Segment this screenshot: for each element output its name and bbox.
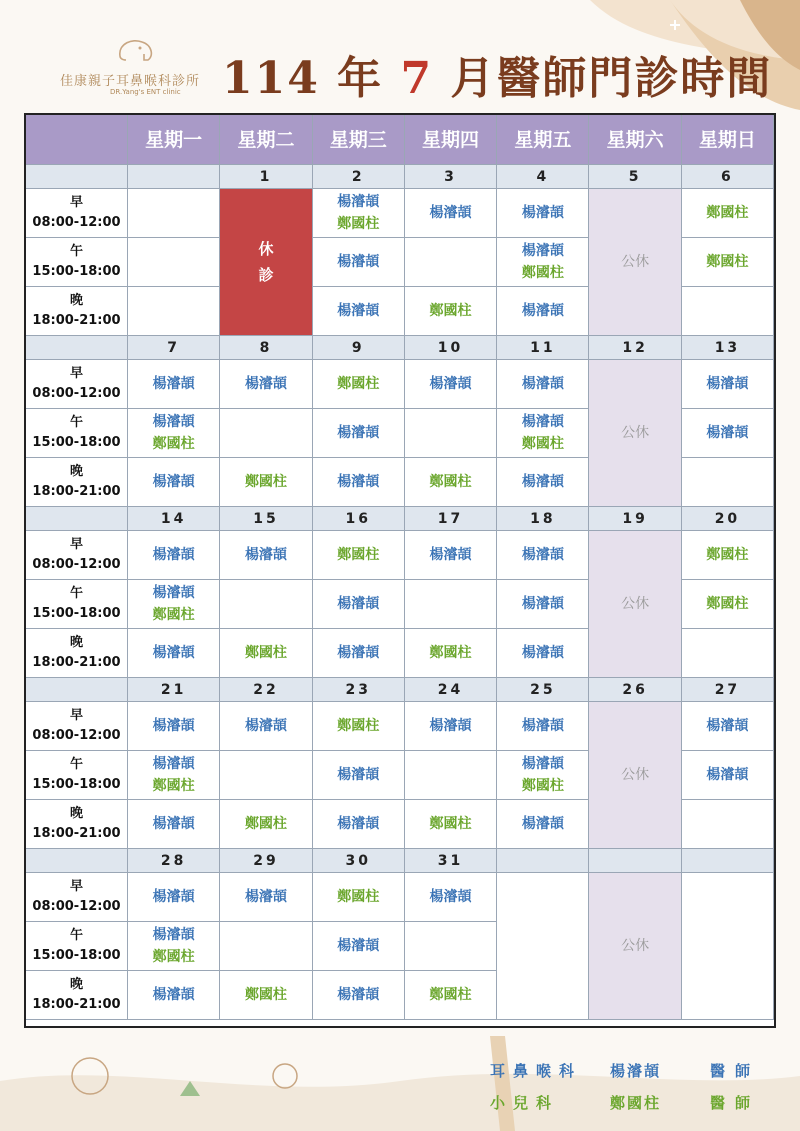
slot-time: 15:00-18:00 bbox=[32, 777, 121, 792]
doctor-cell bbox=[128, 751, 220, 800]
doctor-cell bbox=[497, 702, 589, 751]
slot-name: 晚 bbox=[69, 635, 83, 650]
doctor-name: 楊濬頡 bbox=[521, 243, 564, 259]
doctor-name: 楊濬頡 bbox=[152, 547, 195, 563]
doctor-cell bbox=[497, 458, 589, 507]
time-slot-label bbox=[26, 922, 128, 971]
doctor-cell bbox=[128, 873, 220, 922]
doctor-name: 楊濬頡 bbox=[337, 303, 380, 319]
doctor-name: 楊濬頡 bbox=[337, 596, 380, 612]
doctor-name: 楊濬頡 bbox=[152, 414, 195, 430]
doctor-name: 楊濬頡 bbox=[429, 547, 472, 563]
doctor-name: 楊濬頡 bbox=[337, 987, 380, 1003]
doctor-name: 楊濬頡 bbox=[521, 474, 564, 490]
doctor-cell bbox=[128, 409, 220, 458]
doctor-cell bbox=[313, 409, 405, 458]
doctor-name: 鄭國柱 bbox=[152, 607, 195, 623]
doctor-cell bbox=[497, 800, 589, 849]
doctor-name: 楊濬頡 bbox=[152, 585, 195, 601]
date-cell: 1 bbox=[220, 165, 312, 189]
doctor-name: 楊濬頡 bbox=[521, 376, 564, 392]
slot-time: 15:00-18:00 bbox=[32, 606, 121, 621]
doctor-name: 楊濬頡 bbox=[337, 816, 380, 832]
doctor-name: 鄭國柱 bbox=[429, 474, 472, 490]
doctor-name: 楊濬頡 bbox=[244, 376, 287, 392]
doctor-name: 鄭國柱 bbox=[244, 474, 287, 490]
holiday-cell: 公休 bbox=[589, 702, 681, 849]
doctor-name: 楊濬頡 bbox=[152, 376, 195, 392]
date-cell: 25 bbox=[497, 678, 589, 702]
date-cell: 28 bbox=[128, 849, 220, 873]
date-cell: 22 bbox=[220, 678, 312, 702]
weekday-header: 星期一 bbox=[128, 115, 220, 165]
closed-char: 診 bbox=[258, 266, 274, 284]
time-slot-label bbox=[26, 238, 128, 287]
doctor-cell bbox=[313, 629, 405, 678]
date-cell: 10 bbox=[405, 336, 497, 360]
doctor-cell bbox=[497, 360, 589, 409]
holiday-cell: 公休 bbox=[589, 360, 681, 507]
slot-time: 08:00-12:00 bbox=[32, 215, 121, 230]
doctor-cell bbox=[313, 287, 405, 336]
doctor-cell bbox=[405, 702, 497, 751]
slot-time: 18:00-21:00 bbox=[32, 997, 121, 1012]
doctor-cell bbox=[497, 287, 589, 336]
date-cell: 27 bbox=[682, 678, 774, 702]
date-cell: 16 bbox=[313, 507, 405, 531]
doctor-name: 楊濬頡 bbox=[429, 889, 472, 905]
doctor-name: 楊濬頡 bbox=[337, 474, 380, 490]
doctor-cell bbox=[682, 531, 774, 580]
doctor-name: 鄭國柱 bbox=[706, 205, 749, 221]
date-cell: 24 bbox=[405, 678, 497, 702]
legend-doctor: 楊濬頡 bbox=[610, 1062, 662, 1080]
slot-name: 早 bbox=[69, 879, 83, 894]
doctor-cell bbox=[313, 189, 405, 238]
doctor-cell bbox=[128, 189, 220, 238]
doctor-cell bbox=[220, 360, 312, 409]
slot-time: 18:00-21:00 bbox=[32, 484, 121, 499]
doctor-name: 鄭國柱 bbox=[244, 645, 287, 661]
doctor-cell bbox=[405, 531, 497, 580]
doctor-cell bbox=[220, 873, 312, 922]
slot-name: 晚 bbox=[69, 977, 83, 992]
doctor-cell bbox=[313, 238, 405, 287]
doctor-name: 楊濬頡 bbox=[521, 645, 564, 661]
doctor-cell bbox=[313, 971, 405, 1020]
slot-name: 早 bbox=[69, 537, 83, 552]
slot-name: 早 bbox=[69, 366, 83, 381]
doctor-cell bbox=[682, 580, 774, 629]
doctor-name: 鄭國柱 bbox=[337, 718, 380, 734]
doctor-cell bbox=[682, 458, 774, 507]
doctor-name: 楊濬頡 bbox=[337, 767, 380, 783]
doctor-name: 鄭國柱 bbox=[429, 987, 472, 1003]
date-cell: 8 bbox=[220, 336, 312, 360]
doctor-cell bbox=[682, 629, 774, 678]
time-slot-label bbox=[26, 189, 128, 238]
doctor-name: 楊濬頡 bbox=[521, 756, 564, 772]
doctor-cell bbox=[220, 531, 312, 580]
doctor-name: 楊濬頡 bbox=[706, 767, 749, 783]
legend-title: 醫師 bbox=[710, 1094, 761, 1112]
doctor-name: 楊濬頡 bbox=[337, 194, 380, 210]
doctor-cell bbox=[128, 922, 220, 971]
doctor-name: 鄭國柱 bbox=[521, 265, 564, 281]
time-slot-label bbox=[26, 409, 128, 458]
date-cell: 6 bbox=[682, 165, 774, 189]
doctor-cell bbox=[220, 800, 312, 849]
date-cell: 9 bbox=[313, 336, 405, 360]
date-row-corner bbox=[26, 336, 128, 360]
time-slot-label bbox=[26, 873, 128, 922]
slot-name: 午 bbox=[69, 757, 83, 772]
date-cell: 4 bbox=[497, 165, 589, 189]
doctor-name: 楊濬頡 bbox=[429, 205, 472, 221]
legend-dept: 小兒科 bbox=[490, 1094, 560, 1112]
doctor-cell bbox=[220, 629, 312, 678]
doctor-cell bbox=[220, 580, 312, 629]
doctor-cell bbox=[313, 800, 405, 849]
slot-time: 18:00-21:00 bbox=[32, 655, 121, 670]
doctor-name: 楊濬頡 bbox=[152, 927, 195, 943]
title-year: 114 年 bbox=[222, 53, 401, 104]
slot-time: 08:00-12:00 bbox=[32, 386, 121, 401]
doctor-cell bbox=[405, 287, 497, 336]
doctor-name: 楊濬頡 bbox=[337, 938, 380, 954]
slot-name: 午 bbox=[69, 415, 83, 430]
doctor-name: 楊濬頡 bbox=[521, 205, 564, 221]
time-slot-label bbox=[26, 971, 128, 1020]
date-cell: 20 bbox=[682, 507, 774, 531]
doctor-cell bbox=[682, 409, 774, 458]
doctor-cell bbox=[405, 409, 497, 458]
doctor-cell bbox=[220, 922, 312, 971]
doctor-name: 楊濬頡 bbox=[152, 756, 195, 772]
slot-name: 午 bbox=[69, 928, 83, 943]
slot-time: 18:00-21:00 bbox=[32, 826, 121, 841]
time-slot-label bbox=[26, 702, 128, 751]
doctor-cell bbox=[128, 287, 220, 336]
doctor-cell bbox=[220, 458, 312, 507]
doctor-name: 楊濬頡 bbox=[706, 425, 749, 441]
slot-time: 15:00-18:00 bbox=[32, 948, 121, 963]
doctor-name: 鄭國柱 bbox=[337, 216, 380, 232]
doctor-cell bbox=[405, 873, 497, 922]
doctor-name: 鄭國柱 bbox=[521, 436, 564, 452]
slot-name: 早 bbox=[69, 708, 83, 723]
date-cell bbox=[589, 849, 681, 873]
date-cell: 11 bbox=[497, 336, 589, 360]
doctor-name: 楊濬頡 bbox=[521, 816, 564, 832]
weekday-header: 星期六 bbox=[589, 115, 681, 165]
doctor-cell bbox=[497, 238, 589, 287]
doctor-cell bbox=[682, 360, 774, 409]
doctor-name: 楊濬頡 bbox=[337, 425, 380, 441]
title-month: 7 bbox=[400, 53, 434, 104]
doctor-cell bbox=[405, 800, 497, 849]
doctor-name: 楊濬頡 bbox=[152, 816, 195, 832]
weekday-header: 星期四 bbox=[405, 115, 497, 165]
doctor-name: 楊濬頡 bbox=[337, 254, 380, 270]
doctor-cell bbox=[405, 458, 497, 507]
doctor-name: 楊濬頡 bbox=[429, 376, 472, 392]
slot-time: 15:00-18:00 bbox=[32, 264, 121, 279]
doctor-cell bbox=[313, 922, 405, 971]
doctor-name: 楊濬頡 bbox=[706, 718, 749, 734]
doctor-cell bbox=[682, 238, 774, 287]
doctor-cell bbox=[313, 458, 405, 507]
doctor-name: 鄭國柱 bbox=[521, 778, 564, 794]
doctor-cell bbox=[313, 751, 405, 800]
slot-time: 08:00-12:00 bbox=[32, 899, 121, 914]
legend-title: 醫師 bbox=[710, 1062, 761, 1080]
time-slot-label bbox=[26, 629, 128, 678]
doctor-name: 楊濬頡 bbox=[152, 645, 195, 661]
slot-name: 早 bbox=[69, 195, 83, 210]
doctor-name: 鄭國柱 bbox=[429, 645, 472, 661]
doctor-cell bbox=[497, 751, 589, 800]
doctor-name: 楊濬頡 bbox=[152, 718, 195, 734]
date-cell: 18 bbox=[497, 507, 589, 531]
schedule-grid bbox=[26, 115, 774, 1020]
holiday-cell: 公休 bbox=[589, 873, 681, 1020]
doctor-name: 楊濬頡 bbox=[152, 474, 195, 490]
doctor-cell bbox=[405, 751, 497, 800]
doctor-name: 鄭國柱 bbox=[706, 547, 749, 563]
doctor-name: 鄭國柱 bbox=[337, 547, 380, 563]
doctor-cell bbox=[128, 458, 220, 507]
doctor-name: 鄭國柱 bbox=[152, 436, 195, 452]
doctor-cell bbox=[682, 702, 774, 751]
doctor-name: 楊濬頡 bbox=[521, 596, 564, 612]
slot-time: 08:00-12:00 bbox=[32, 728, 121, 743]
doctor-cell bbox=[497, 409, 589, 458]
doctor-cell bbox=[128, 531, 220, 580]
date-cell: 13 bbox=[682, 336, 774, 360]
doctor-cell bbox=[497, 580, 589, 629]
doctor-cell bbox=[128, 800, 220, 849]
empty-cell bbox=[682, 873, 774, 1020]
doctor-cell bbox=[313, 873, 405, 922]
date-row-corner bbox=[26, 165, 128, 189]
date-cell: 31 bbox=[405, 849, 497, 873]
doctor-name: 楊濬頡 bbox=[521, 547, 564, 563]
date-cell: 29 bbox=[220, 849, 312, 873]
date-cell: 17 bbox=[405, 507, 497, 531]
doctor-cell bbox=[405, 238, 497, 287]
slot-time: 15:00-18:00 bbox=[32, 435, 121, 450]
doctor-name: 鄭國柱 bbox=[706, 254, 749, 270]
legend-dept: 耳鼻喉科 bbox=[490, 1062, 583, 1080]
date-cell: 12 bbox=[589, 336, 681, 360]
slot-name: 午 bbox=[69, 244, 83, 259]
doctor-name: 鄭國柱 bbox=[152, 949, 195, 965]
doctor-cell bbox=[220, 702, 312, 751]
doctor-name: 鄭國柱 bbox=[429, 303, 472, 319]
empty-cell bbox=[497, 873, 589, 1020]
doctor-name: 鄭國柱 bbox=[337, 376, 380, 392]
doctor-name: 楊濬頡 bbox=[244, 718, 287, 734]
doctor-name: 鄭國柱 bbox=[706, 596, 749, 612]
date-row-corner bbox=[26, 849, 128, 873]
time-slot-label bbox=[26, 531, 128, 580]
date-cell: 26 bbox=[589, 678, 681, 702]
doctor-name: 鄭國柱 bbox=[337, 889, 380, 905]
holiday-cell: 公休 bbox=[589, 189, 681, 336]
doctor-cell bbox=[128, 971, 220, 1020]
doctor-cell bbox=[313, 580, 405, 629]
doctor-cell bbox=[682, 751, 774, 800]
doctor-cell bbox=[128, 360, 220, 409]
clinic-subtitle: DR.Yang's ENT clinic bbox=[110, 88, 181, 96]
doctor-cell bbox=[128, 580, 220, 629]
date-cell: 5 bbox=[589, 165, 681, 189]
doctor-cell bbox=[128, 702, 220, 751]
doctor-name: 楊濬頡 bbox=[706, 376, 749, 392]
date-cell: 30 bbox=[313, 849, 405, 873]
doctor-name: 楊濬頡 bbox=[152, 889, 195, 905]
date-cell: 7 bbox=[128, 336, 220, 360]
doctor-name: 楊濬頡 bbox=[521, 718, 564, 734]
title-suffix: 月醫師門診時間 bbox=[433, 53, 773, 104]
date-cell: 15 bbox=[220, 507, 312, 531]
date-cell bbox=[682, 849, 774, 873]
slot-name: 晚 bbox=[69, 293, 83, 308]
closed-cell bbox=[220, 189, 312, 336]
date-cell: 14 bbox=[128, 507, 220, 531]
time-slot-label bbox=[26, 580, 128, 629]
page-title bbox=[222, 42, 772, 106]
doctor-name: 楊濬頡 bbox=[244, 547, 287, 563]
date-cell: 3 bbox=[405, 165, 497, 189]
time-slot-label bbox=[26, 287, 128, 336]
doctor-name: 楊濬頡 bbox=[152, 987, 195, 1003]
holiday-cell: 公休 bbox=[589, 531, 681, 678]
doctor-legend bbox=[490, 1055, 760, 1119]
doctor-cell bbox=[128, 238, 220, 287]
legend-row bbox=[490, 1087, 760, 1119]
doctor-cell bbox=[313, 531, 405, 580]
doctor-cell bbox=[405, 360, 497, 409]
doctor-cell bbox=[405, 189, 497, 238]
weekday-header: 星期日 bbox=[682, 115, 774, 165]
doctor-cell bbox=[405, 971, 497, 1020]
clinic-name: 佳康親子耳鼻喉科診所 bbox=[60, 74, 201, 89]
slot-name: 晚 bbox=[69, 464, 83, 479]
slot-time: 08:00-12:00 bbox=[32, 557, 121, 572]
date-cell: 2 bbox=[313, 165, 405, 189]
date-cell bbox=[497, 849, 589, 873]
doctor-name: 楊濬頡 bbox=[521, 303, 564, 319]
doctor-name: 楊濬頡 bbox=[244, 889, 287, 905]
doctor-cell bbox=[682, 287, 774, 336]
weekday-header: 星期三 bbox=[313, 115, 405, 165]
date-row-corner bbox=[26, 507, 128, 531]
legend-row bbox=[490, 1055, 760, 1087]
doctor-name: 鄭國柱 bbox=[429, 816, 472, 832]
slot-time: 18:00-21:00 bbox=[32, 313, 121, 328]
closed-char: 休 bbox=[258, 240, 274, 258]
doctor-name: 鄭國柱 bbox=[152, 778, 195, 794]
schedule-table bbox=[24, 113, 776, 1028]
doctor-name: 楊濬頡 bbox=[337, 645, 380, 661]
time-slot-label bbox=[26, 458, 128, 507]
weekday-header: 星期五 bbox=[497, 115, 589, 165]
doctor-cell bbox=[405, 922, 497, 971]
doctor-cell bbox=[682, 189, 774, 238]
doctor-name: 楊濬頡 bbox=[429, 718, 472, 734]
doctor-cell bbox=[405, 629, 497, 678]
date-row-corner bbox=[26, 678, 128, 702]
doctor-name: 鄭國柱 bbox=[244, 987, 287, 1003]
clinic-logo bbox=[40, 34, 230, 104]
doctor-cell bbox=[497, 189, 589, 238]
time-slot-label bbox=[26, 800, 128, 849]
doctor-cell bbox=[128, 629, 220, 678]
slot-name: 晚 bbox=[69, 806, 83, 821]
doctor-cell bbox=[220, 751, 312, 800]
time-slot-label bbox=[26, 751, 128, 800]
doctor-cell bbox=[405, 580, 497, 629]
slot-name: 午 bbox=[69, 586, 83, 601]
doctor-cell bbox=[497, 629, 589, 678]
time-slot-label bbox=[26, 360, 128, 409]
doctor-cell bbox=[313, 702, 405, 751]
doctor-cell bbox=[313, 360, 405, 409]
header-corner bbox=[26, 115, 128, 165]
doctor-cell bbox=[220, 409, 312, 458]
elephant-logo-icon bbox=[108, 34, 168, 68]
doctor-name: 鄭國柱 bbox=[244, 816, 287, 832]
date-cell: 21 bbox=[128, 678, 220, 702]
date-cell: 19 bbox=[589, 507, 681, 531]
legend-doctor: 鄭國柱 bbox=[610, 1094, 662, 1112]
date-cell bbox=[128, 165, 220, 189]
doctor-name: 楊濬頡 bbox=[521, 414, 564, 430]
doctor-cell bbox=[220, 971, 312, 1020]
doctor-cell bbox=[497, 531, 589, 580]
weekday-header: 星期二 bbox=[220, 115, 312, 165]
date-cell: 23 bbox=[313, 678, 405, 702]
doctor-cell bbox=[682, 800, 774, 849]
